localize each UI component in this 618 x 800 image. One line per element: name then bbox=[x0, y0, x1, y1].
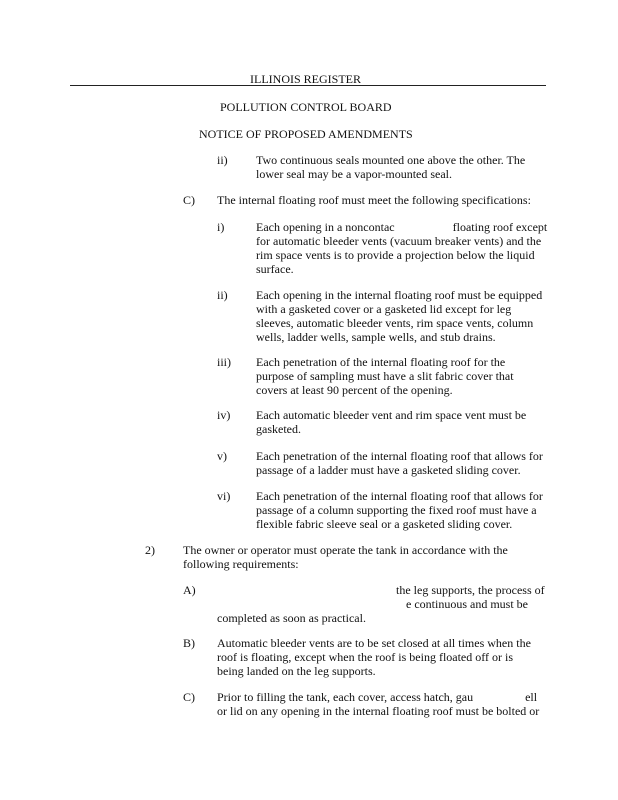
item-number: ii) bbox=[217, 288, 228, 302]
item-text-line: passage of a ladder must have a gasketed sliding cover. bbox=[256, 463, 521, 477]
item-number: vi) bbox=[217, 489, 231, 503]
item-text-line: covers at least 90 percent of the opening. bbox=[256, 383, 453, 397]
board-title: POLLUTION CONTROL BOARD bbox=[220, 100, 392, 114]
item-number: C) bbox=[183, 690, 195, 704]
item-text-line: completed as soon as practical. bbox=[217, 611, 366, 625]
item-number: iii) bbox=[217, 355, 231, 369]
item-text-line: passage of a column supporting the fixed roof must have a bbox=[256, 503, 537, 517]
item-text-line: following requirements: bbox=[183, 557, 299, 571]
item-text-line: or lid on any opening in the internal floating roof must be bolted or bbox=[217, 704, 540, 718]
item-text-line: being landed on the leg supports. bbox=[217, 664, 376, 678]
register-title: ILLINOIS REGISTER bbox=[250, 72, 361, 86]
item-number: B) bbox=[183, 636, 195, 650]
item-number: C) bbox=[183, 193, 195, 207]
item-text-line: roof is floating, except when the roof is being floated off or is bbox=[217, 650, 514, 664]
item-text-line: purpose of sampling must have a slit fabric cover that bbox=[256, 369, 514, 383]
item-text-line: flexible fabric sleeve seal or a gasketed sliding cover. bbox=[256, 517, 513, 531]
text-fragment: Prior to filling the tank, each cover, access hatch, gau bbox=[217, 690, 474, 704]
text-fragment: floating roof except bbox=[452, 220, 548, 234]
item-number: iv) bbox=[217, 408, 231, 422]
notice-title: NOTICE OF PROPOSED AMENDMENTS bbox=[199, 127, 413, 141]
item-text-line: Each automatic bleeder vent and rim space vent must be bbox=[256, 408, 527, 422]
item-text-line: sleeves, automatic bleeder vents, rim space vents, column bbox=[256, 316, 534, 330]
item-text-line: gasketed. bbox=[256, 422, 301, 436]
item-text-line: Each penetration of the internal floating roof that allows for bbox=[256, 449, 543, 463]
item-number: v) bbox=[217, 449, 227, 463]
item-text-line: Each opening in the internal floating roof must be equipped bbox=[256, 288, 543, 302]
item-number: ii) bbox=[217, 153, 228, 167]
text-fragment: ell bbox=[525, 690, 538, 704]
item-text-line: Each penetration of the internal floating roof that allows for bbox=[256, 489, 543, 503]
item-text-line: with a gasketed cover or a gasketed lid except for leg bbox=[256, 302, 512, 316]
item-text-line: Each penetration of the internal floating roof for the bbox=[256, 355, 506, 369]
item-number: i) bbox=[217, 220, 225, 234]
item-text-line: The internal floating roof must meet the following specifications: bbox=[217, 193, 531, 207]
item-text-line: surface. bbox=[256, 262, 294, 276]
text-fragment: Each opening in a noncontac bbox=[256, 220, 395, 234]
item-text-line: for automatic bleeder vents (vacuum breaker vents) and the bbox=[256, 234, 542, 248]
item-text-line: e continuous and must be bbox=[406, 597, 528, 611]
item-number: A) bbox=[183, 583, 196, 597]
item-text-line: lower seal may be a vapor-mounted seal. bbox=[256, 167, 453, 181]
item-text-line: wells, ladder wells, sample wells, and stub drains. bbox=[256, 330, 496, 344]
item-text-line bbox=[256, 220, 547, 235]
item-text-line: Two continuous seals mounted one above the other. The bbox=[256, 153, 526, 167]
item-text-line: The owner or operator must operate the tank in accordance with the bbox=[183, 543, 508, 557]
item-number: 2) bbox=[145, 543, 155, 557]
item-text-line: Automatic bleeder vents are to be set closed at all times when the bbox=[217, 636, 531, 650]
item-text-line: rim space vents is to provide a projection below the liquid bbox=[256, 248, 535, 262]
item-text-line: the leg supports, the process of bbox=[396, 583, 545, 597]
header-rule bbox=[70, 85, 546, 86]
item-text-line bbox=[217, 690, 537, 705]
